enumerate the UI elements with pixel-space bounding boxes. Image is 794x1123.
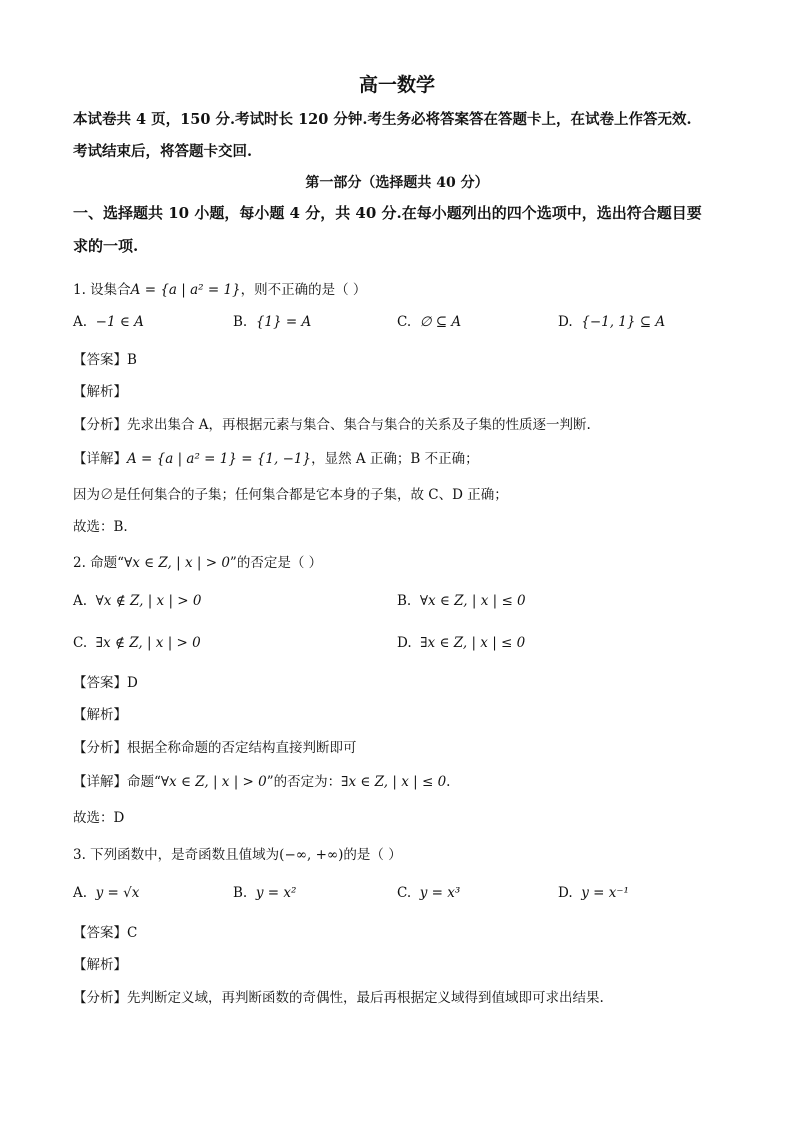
q2-xiangjie-tag: 【详解】	[73, 774, 127, 790]
q1-option-b-label: B.	[233, 314, 248, 330]
q2-option-c-label: C.	[73, 635, 88, 651]
q3-option-a-label: A.	[73, 885, 88, 901]
q1-stem-math: A = {a | a² = 1}	[130, 282, 241, 298]
q2-option-b-label: B.	[397, 593, 412, 609]
q3-option-c-math: y = x³	[419, 885, 461, 901]
q2-fenxi-text: 根据全称命题的否定结构直接判断即可	[127, 740, 357, 756]
q1-answer-tag: 【答案】	[73, 352, 127, 368]
q1-option-a	[73, 314, 144, 330]
q2-xiangjie-prefix: 命题“	[127, 774, 161, 790]
q3-option-c	[397, 885, 460, 901]
q3-stem-prefix: 3. 下列函数中，是奇函数且值域为	[73, 847, 280, 863]
q2-option-c	[73, 635, 201, 651]
q1-reason: 因为∅是任何集合的子集；任何集合都是它本身的子集，故 C、D 正确；	[73, 487, 508, 503]
q1-option-b	[233, 314, 311, 330]
page-title: 高一数学	[358, 74, 435, 96]
q2-option-d-math: ∃x ∈ Z, | x | ≤ 0	[420, 635, 526, 651]
q3-fenxi-tag: 【分析】	[73, 990, 127, 1006]
q2-xiangjie-math-2: ∃x ∈ Z, | x | ≤ 0	[341, 774, 447, 790]
q3-option-d-label: D.	[558, 885, 573, 901]
instructions-line-1: 一、选择题共 10 小题，每小题 4 分，共 40 分.在每小题列出的四个选项中，选出符合题目要	[73, 204, 702, 222]
q2-stem-prefix: 2. 命题“	[73, 555, 125, 571]
q2-answer-value: D	[127, 675, 138, 691]
q2-answer-tag: 【答案】	[73, 675, 127, 691]
q3-answer-tag: 【答案】	[73, 925, 127, 941]
q1-answer	[73, 348, 137, 368]
q1-xiangjie-tag: 【详解】	[73, 451, 127, 467]
q3-stem-math: (−∞, +∞)	[279, 847, 344, 863]
q3-answer	[73, 921, 137, 941]
q1-option-a-math: −1 ∈ A	[95, 314, 144, 330]
q3-answer-value: C	[127, 925, 138, 941]
q1-option-c-label: C.	[397, 314, 412, 330]
section-title: 第一部分（选择题共 40 分）	[305, 175, 489, 191]
q2-option-a-label: A.	[73, 593, 88, 609]
q1-conclusion: 故选：B.	[73, 519, 128, 535]
q2-option-a-math: ∀x ∉ Z, | x | > 0	[95, 593, 202, 609]
q3-stem	[73, 843, 402, 863]
q2-stem-suffix: ”的否定是（ ）	[229, 555, 323, 571]
q3-fenxi	[73, 986, 604, 1006]
q3-option-d-math: y = x⁻¹	[581, 885, 629, 901]
q1-analysis-tag: 【解析】	[73, 384, 127, 400]
q3-fenxi-text: 先判断定义域，再判断函数的奇偶性，最后再根据定义域得到值域即可求出结果.	[127, 990, 604, 1006]
q2-conclusion: 故选：D	[73, 810, 125, 826]
q2-fenxi-tag: 【分析】	[73, 740, 127, 756]
q1-fenxi-tag: 【分析】	[73, 417, 127, 433]
q2-xiangjie	[73, 770, 450, 790]
q2-option-b-math: ∀x ∈ Z, | x | ≤ 0	[419, 593, 526, 609]
q1-option-c-math: ∅ ⊆ A	[419, 314, 462, 330]
q1-option-d	[558, 314, 665, 330]
q3-option-a	[73, 885, 139, 901]
q2-option-b	[397, 593, 526, 609]
q2-option-c-math: ∃x ∉ Z, | x | > 0	[95, 635, 201, 651]
q1-option-a-label: A.	[73, 314, 88, 330]
q2-fenxi	[73, 736, 357, 756]
q1-stem-suffix: ，则不正确的是（ ）	[240, 282, 367, 298]
intro-line-1: 本试卷共 4 页，150 分.考试时长 120 分钟.考生务必将答案答在答题卡上，在试卷上作答无效.	[73, 111, 692, 128]
q2-option-d-label: D.	[397, 635, 412, 651]
q2-analysis-tag: 【解析】	[73, 707, 127, 723]
q2-xiangjie-mid: ”的否定为：	[266, 774, 342, 790]
q2-stem-math: ∀x ∈ Z, | x | > 0	[124, 555, 230, 571]
q3-option-b	[233, 885, 296, 901]
q1-answer-value: B	[127, 352, 137, 368]
q1-xiangjie-math: A = {a | a² = 1} = {1, −1}	[127, 451, 312, 467]
q1-fenxi-text: 先求出集合 A，再根据元素与集合、集合与集合的关系及子集的性质逐一判断.	[127, 417, 591, 433]
q1-option-c	[397, 314, 461, 330]
q3-stem-suffix: 的是（ ）	[343, 847, 402, 863]
q2-option-d	[397, 635, 525, 651]
q1-xiangjie-text: ，显然 A 正确；B 不正确；	[311, 451, 479, 467]
q1-option-d-math: {−1, 1} ⊆ A	[581, 314, 666, 330]
instructions-line-2: 求的一项.	[73, 237, 139, 255]
q1-xiangjie	[73, 447, 479, 467]
q1-fenxi	[73, 413, 591, 433]
q1-option-d-label: D.	[558, 314, 573, 330]
q3-option-d	[558, 885, 629, 901]
q2-stem	[73, 551, 322, 571]
q2-xiangjie-math-1: ∀x ∈ Z, | x | > 0	[160, 774, 267, 790]
q3-option-c-label: C.	[397, 885, 412, 901]
q1-stem-prefix: 1. 设集合	[73, 282, 131, 298]
q2-xiangjie-end: .	[446, 774, 451, 790]
q1-option-b-math: {1} = A	[255, 314, 312, 330]
q3-option-b-label: B.	[233, 885, 248, 901]
intro-line-2: 考试结束后，将答题卡交回.	[73, 143, 253, 160]
q3-analysis-tag: 【解析】	[73, 957, 127, 973]
q1-stem	[73, 278, 366, 298]
q2-option-a	[73, 593, 201, 609]
q3-option-b-math: y = x²	[255, 885, 297, 901]
q2-answer	[73, 671, 138, 691]
q3-option-a-math: y = √x	[95, 885, 140, 901]
